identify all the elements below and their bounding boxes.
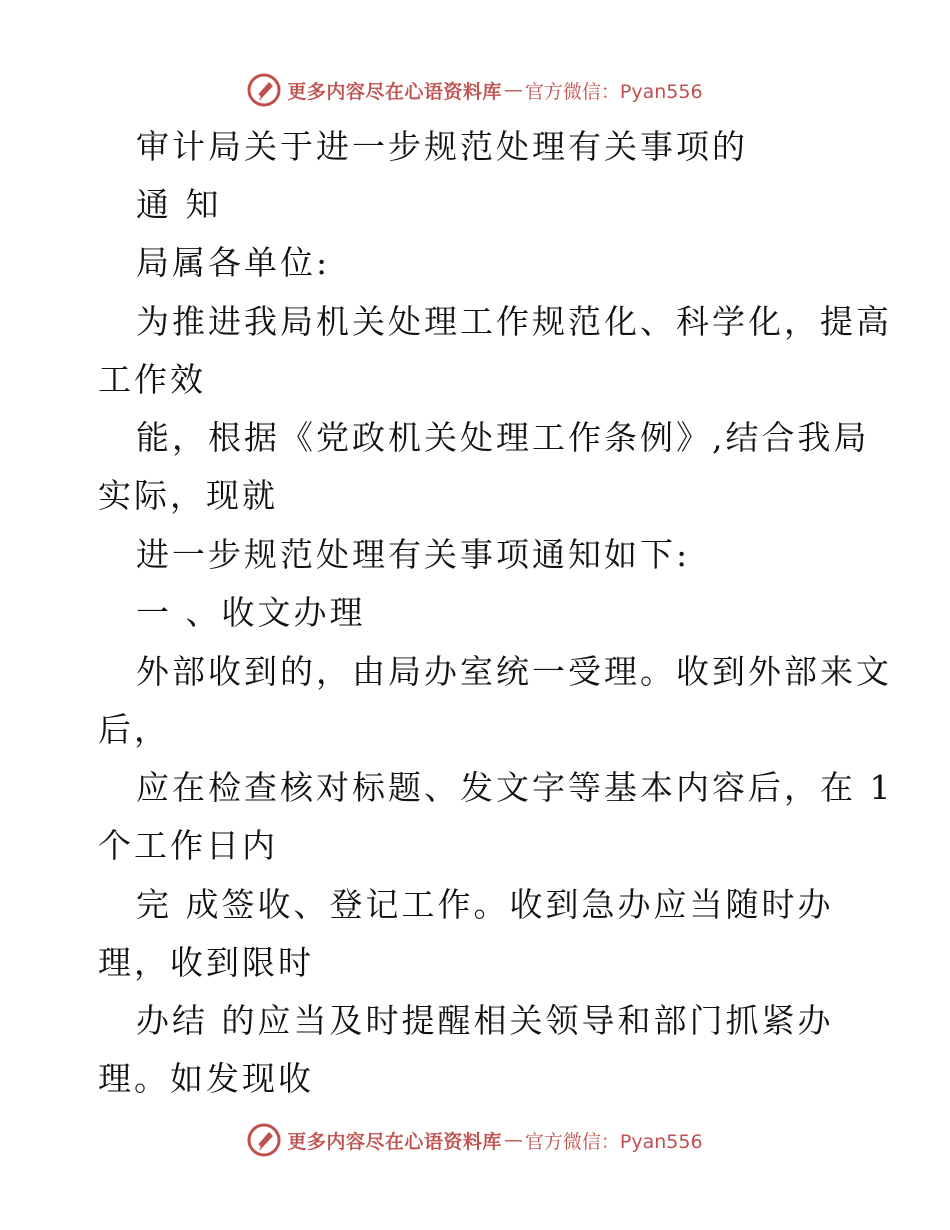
doc-line: 实际，现就 <box>98 476 278 515</box>
doc-section-heading: 一 、收文办理 <box>136 593 366 632</box>
doc-line: 后， <box>98 710 170 749</box>
doc-salutation: 局属各单位: <box>136 243 331 282</box>
pen-logo-icon <box>247 73 281 107</box>
doc-line: 完 成签收、登记工作。收到急办应当随时办 <box>136 885 834 924</box>
doc-line: 理，收到限时 <box>98 943 314 982</box>
doc-line: 个工作日内 <box>98 826 278 865</box>
doc-line: 外部收到的，由局办室统一受理。收到外部来文 <box>136 652 892 691</box>
header-banner <box>0 70 950 110</box>
doc-title-line2: 通 知 <box>136 185 222 224</box>
doc-line: 工作效 <box>98 360 206 399</box>
doc-title-line1: 审计局关于进一步规范处理有关事项的 <box>136 127 748 166</box>
doc-line: 为推进我局机关处理工作规范化、科学化，提高 <box>136 302 892 341</box>
doc-line: 进一步规范处理有关事项通知如下: <box>136 535 691 574</box>
doc-line: 办结 的应当及时提醒相关领导和部门抓紧办 <box>136 1001 834 1040</box>
footer-banner <box>0 1120 950 1160</box>
pen-logo-icon <box>247 1123 281 1157</box>
banner-wechat: 官方微信：Pyan556 <box>524 80 703 103</box>
banner-separator: — <box>503 1129 523 1151</box>
banner-text: 更多内容尽在心语资料库 <box>287 1130 502 1153</box>
doc-line: 理。如发现收 <box>98 1059 314 1098</box>
doc-line: 应在检查核对标题、发文字等基本内容后，在 1 <box>136 768 894 807</box>
banner-text: 更多内容尽在心语资料库 <box>287 80 502 103</box>
banner-separator: — <box>503 79 523 101</box>
doc-line: 能，根据《党政机关处理工作条例》,结合我局 <box>136 418 870 457</box>
banner-wechat: 官方微信：Pyan556 <box>524 1130 703 1153</box>
